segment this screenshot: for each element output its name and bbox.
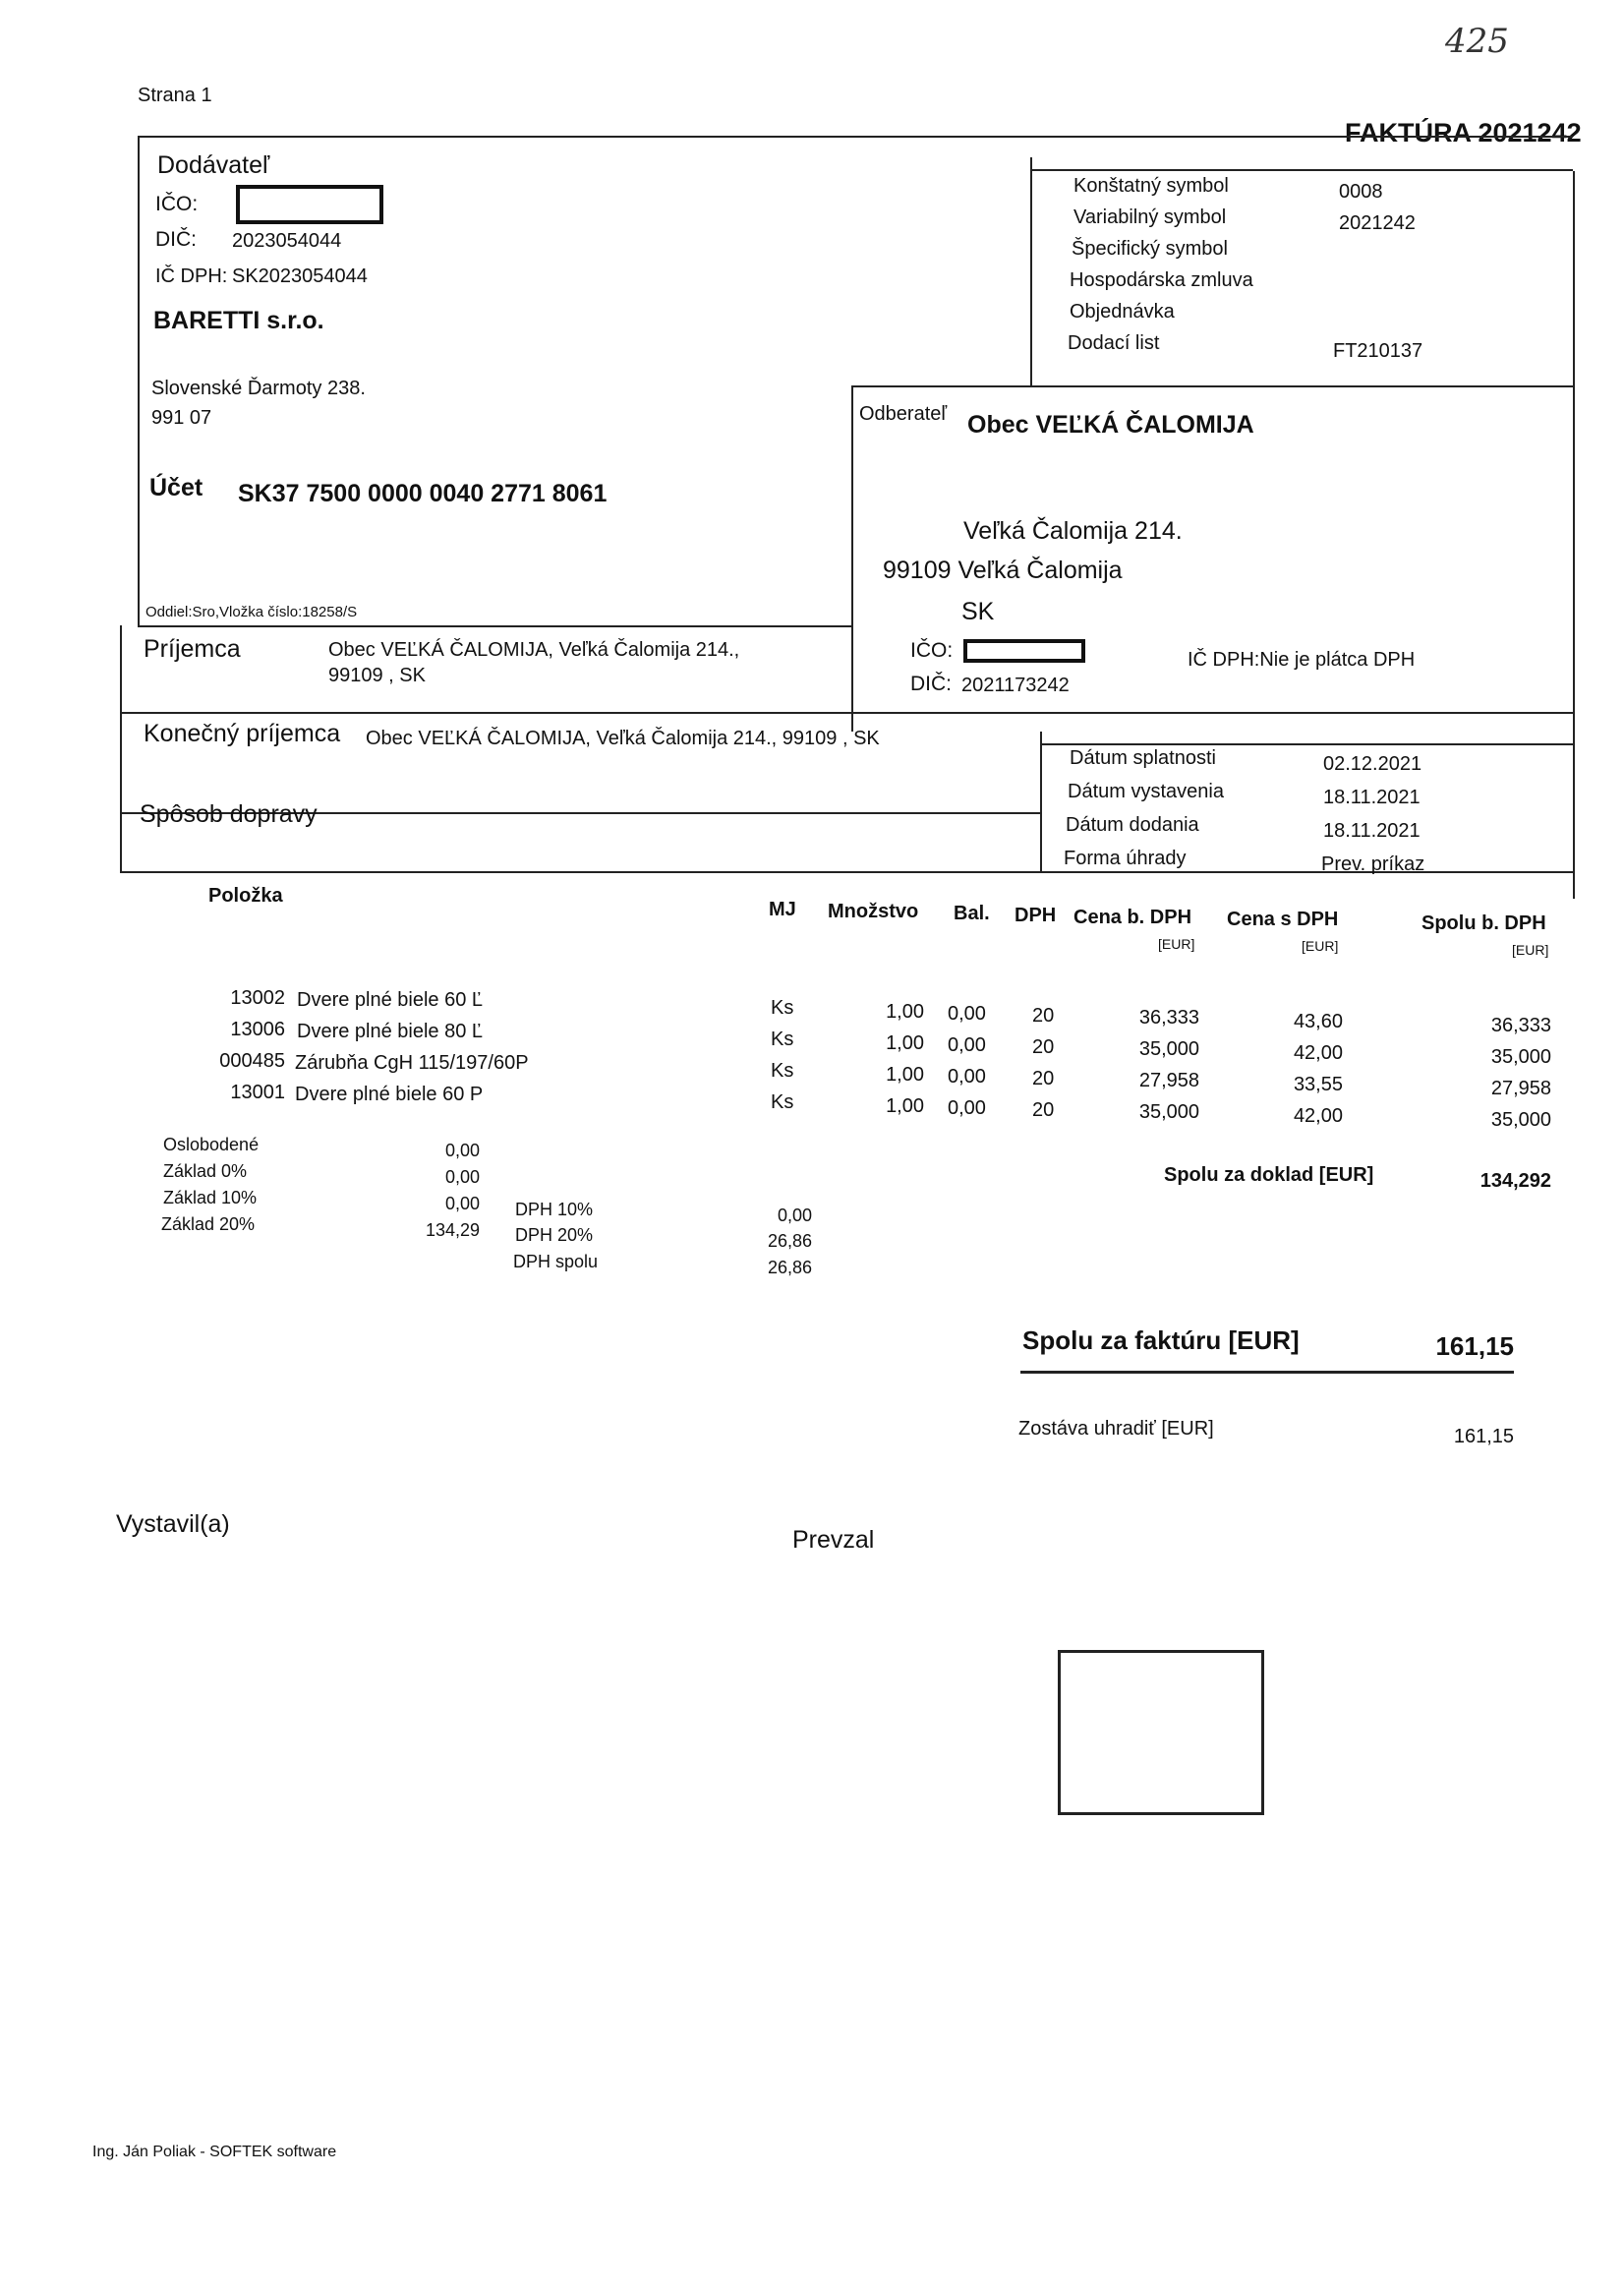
supplier-dic: 2023054044	[232, 230, 342, 252]
item-bal: 0,00	[948, 1034, 986, 1056]
item-total: 35,000	[1490, 1046, 1551, 1068]
symbol-label: Variabilný symbol	[1073, 206, 1227, 228]
col-price-vat-header: Cena s DPH	[1227, 909, 1339, 930]
item-dph: 20	[1032, 1099, 1055, 1121]
date-label: Dátum dodania	[1066, 814, 1199, 836]
col-price-unit: [EUR]	[1158, 936, 1195, 952]
symbols-divider	[1030, 157, 1032, 387]
symbol-label: Hospodárska zmluva	[1070, 269, 1253, 291]
issued-by-label: Vystavil(a)	[116, 1510, 230, 1538]
customer-country: SK	[961, 598, 995, 625]
total-underline	[1020, 1371, 1514, 1374]
symbol-label: Špecifický symbol	[1072, 238, 1228, 260]
date-value: 18.11.2021	[1323, 820, 1421, 842]
symbol-label: Konštatný symbol	[1073, 175, 1229, 197]
remaining-value: 161,15	[1453, 1426, 1514, 1447]
final-recipient-label: Konečný príjemca	[144, 720, 341, 747]
final-recipient-top-line	[120, 712, 1573, 714]
tax-base-value: 0,00	[444, 1141, 480, 1160]
vat-value: 0,00	[777, 1206, 812, 1225]
dates-divider	[1040, 732, 1042, 871]
col-mj-header: MJ	[769, 899, 796, 920]
customer-dic: 2021173242	[961, 675, 1070, 696]
item-mj: Ks	[771, 1029, 794, 1050]
col-qty-header: Množstvo	[828, 901, 919, 922]
received-by-label: Prevzal	[792, 1526, 875, 1554]
customer-name: Obec VEĽKÁ ČALOMIJA	[967, 411, 1254, 439]
vat-value: 26,86	[767, 1231, 812, 1251]
item-mj: Ks	[771, 1060, 794, 1082]
item-name: Dvere plné biele 60 P	[295, 1084, 484, 1105]
vat-label: DPH 20%	[515, 1225, 594, 1245]
item-qty: 1,00	[886, 1064, 924, 1086]
symbol-value: FT210137	[1333, 340, 1423, 362]
item-total: 36,333	[1490, 1015, 1551, 1036]
col-price-vat-unit: [EUR]	[1302, 938, 1339, 954]
vat-label: DPH 10%	[515, 1200, 594, 1219]
frame-left-lower	[120, 625, 122, 871]
date-label: Dátum splatnosti	[1070, 747, 1216, 769]
date-value: 02.12.2021	[1323, 753, 1422, 775]
item-dph: 20	[1032, 1036, 1055, 1058]
customer-dic-label: DIČ:	[910, 673, 952, 695]
supplier-icdph-label: IČ DPH:	[155, 265, 228, 287]
tax-base-label: Oslobodené	[163, 1135, 260, 1154]
supplier-zip: 991 07	[151, 407, 212, 429]
customer-ico-label: IČO:	[910, 639, 954, 662]
customer-label: Odberateľ	[859, 403, 948, 425]
col-total-unit: [EUR]	[1512, 942, 1549, 958]
item-code: 000485	[219, 1050, 285, 1072]
col-price-header: Cena b. DPH	[1073, 907, 1192, 928]
item-price-vat: 42,00	[1293, 1105, 1343, 1127]
item-total: 35,000	[1490, 1109, 1551, 1131]
item-name: Zárubňa CgH 115/197/60P	[295, 1052, 529, 1074]
frame-right-line	[1573, 171, 1575, 899]
supplier-icdph: SK2023054044	[232, 265, 368, 287]
remaining-label: Zostáva uhradiť [EUR]	[1018, 1418, 1214, 1440]
recipient-line1: Obec VEĽKÁ ČALOMIJA, Veľká Čalomija 214.,	[328, 639, 740, 661]
recipient-label: Príjemca	[144, 635, 241, 663]
symbol-value: 0008	[1339, 181, 1383, 203]
symbol-value: 2021242	[1339, 212, 1416, 234]
col-item-header: Položka	[208, 885, 283, 907]
item-price: 36,333	[1138, 1007, 1199, 1029]
date-label: Forma úhrady	[1064, 848, 1187, 869]
item-qty: 1,00	[886, 1095, 924, 1117]
registry-info: Oddiel:Sro,Vložka číslo:18258/S	[145, 604, 358, 620]
item-price: 35,000	[1138, 1038, 1199, 1060]
tax-base-value: 0,00	[444, 1167, 480, 1187]
date-label: Dátum vystavenia	[1068, 781, 1224, 802]
item-qty: 1,00	[886, 1001, 924, 1023]
item-dph: 20	[1032, 1005, 1055, 1027]
supplier-street: Slovenské Ďarmoty 238.	[151, 378, 366, 399]
redacted-customer-ico	[963, 639, 1085, 663]
doc-total-value: 134,292	[1479, 1170, 1551, 1192]
invoice-total-value: 161,15	[1435, 1331, 1514, 1361]
item-bal: 0,00	[948, 1003, 986, 1025]
final-recipient-value: Obec VEĽKÁ ČALOMIJA, Veľká Čalomija 214., 99109 , SK	[366, 728, 880, 749]
invoice-title: FAKTÚRA 2021242	[1345, 118, 1582, 147]
item-code: 13006	[230, 1019, 285, 1040]
dates-top-line	[1040, 743, 1573, 745]
customer-icdph: IČ DPH:Nie je plátca DPH	[1188, 649, 1416, 671]
item-bal: 0,00	[948, 1097, 986, 1119]
item-total: 27,958	[1490, 1078, 1551, 1099]
customer-city: 99109 Veľká Čalomija	[883, 557, 1123, 584]
item-name: Dvere plné biele 60 Ľ	[297, 989, 484, 1011]
tax-base-label: Základ 0%	[163, 1161, 248, 1181]
tax-base-label: Základ 20%	[161, 1214, 256, 1234]
item-price-vat: 42,00	[1293, 1042, 1343, 1064]
account-label: Účet	[149, 474, 203, 501]
item-dph: 20	[1032, 1068, 1055, 1089]
stamp-box	[1058, 1650, 1264, 1815]
item-mj: Ks	[771, 997, 794, 1019]
handwritten-note: 425	[1445, 22, 1509, 61]
item-name: Dvere plné biele 80 Ľ	[297, 1021, 484, 1042]
item-qty: 1,00	[886, 1032, 924, 1054]
supplier-ico-label: IČO:	[155, 193, 199, 215]
col-total-header: Spolu b. DPH	[1421, 912, 1546, 934]
footer-software: Ing. Ján Poliak - SOFTEK software	[92, 2144, 337, 2160]
supplier-heading: Dodávateľ	[157, 151, 270, 179]
item-price: 27,958	[1138, 1070, 1199, 1091]
doc-total-label: Spolu za doklad [EUR]	[1164, 1164, 1374, 1186]
account-number: SK37 7500 0000 0040 2771 8061	[238, 480, 608, 507]
invoice-total-label: Spolu za faktúru [EUR]	[1022, 1325, 1300, 1355]
supplier-name: BARETTI s.r.o.	[153, 307, 324, 334]
page-label: Strana 1	[138, 85, 212, 106]
item-price-vat: 33,55	[1293, 1074, 1343, 1095]
symbol-label: Objednávka	[1070, 301, 1175, 323]
tax-base-value: 0,00	[444, 1194, 480, 1213]
supplier-dic-label: DIČ:	[155, 228, 197, 251]
recipient-line2: 99109 , SK	[328, 665, 426, 686]
redacted-supplier-ico	[236, 185, 383, 224]
frame-left-upper	[138, 136, 140, 627]
date-value: 18.11.2021	[1323, 787, 1421, 808]
item-code: 13002	[230, 987, 285, 1009]
frame-top-line	[138, 136, 1573, 138]
item-mj: Ks	[771, 1091, 794, 1113]
vat-value: 26,86	[767, 1258, 812, 1277]
col-bal-header: Bal.	[954, 903, 990, 924]
customer-left-line	[851, 385, 853, 732]
tax-base-value: 134,29	[425, 1220, 480, 1240]
recipient-top-line	[138, 625, 851, 627]
item-bal: 0,00	[948, 1066, 986, 1088]
col-dph-header: DPH	[1015, 905, 1057, 926]
item-price-vat: 43,60	[1293, 1011, 1343, 1032]
transport-label: Spôsob dopravy	[140, 800, 318, 828]
vat-label: DPH spolu	[513, 1252, 599, 1271]
customer-street: Veľká Čalomija 214.	[963, 517, 1183, 545]
tax-base-label: Základ 10%	[163, 1188, 258, 1207]
date-value: Prev. príkaz	[1321, 853, 1425, 875]
symbol-label: Dodací list	[1068, 332, 1160, 354]
symbols-top-line	[1030, 169, 1573, 171]
item-price: 35,000	[1138, 1101, 1199, 1123]
item-code: 13001	[230, 1082, 285, 1103]
customer-top-line	[851, 385, 1573, 387]
